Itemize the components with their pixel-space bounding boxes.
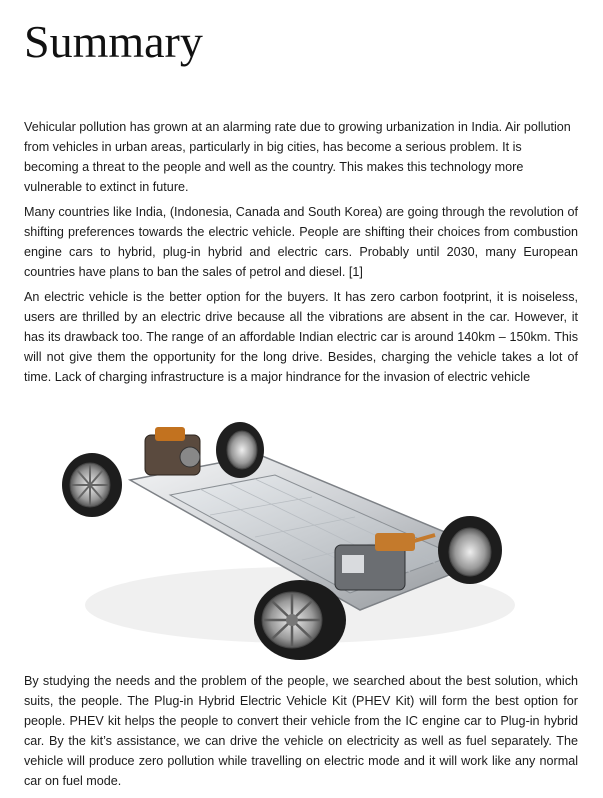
wheel-front-left-shape [62, 453, 122, 517]
paragraph-phev-kit: By studying the needs and the problem of the people, we searched about the best solution, which suits, the people. The Plug-in Hybrid Electric Vehicle Kit (PHEV Kit) will form the best option for people. PHEV kit helps the people to convert their vehicle from the IC engine car to Plug-in hybrid car. By the kit’s assistance, we can drive the vehicle on electricity as well as fuel separately. The vehicle will produce zero pollution while travelling on electric mode and it will work like any normal car on fuel mode. [24, 674, 578, 788]
wheel-rear-left-shape [216, 422, 264, 478]
wheel-front-right-shape [254, 580, 346, 660]
page-title: Summary [24, 16, 203, 67]
ev-chassis-illustration [50, 405, 530, 670]
front-motor-shape [145, 427, 200, 475]
paragraph-electric-vehicle: An electric vehicle is the better option for the buyers. It has zero carbon footprint, it is noiseless, users are thrilled by an electric drive because all the vibrations are absent in the car. However, it has its drawback too. The range of an affordable Indian electric car is around 140km – 150km. This will not give them the opportunity for the long drive. Besides, charging the vehicle takes a lot of time. Lack of charging infrastructure is a major hindrance for the invasion of electric vehicle [24, 290, 578, 384]
paragraph-countries: Many countries like India, (Indonesia, Canada and South Korea) are going through the revolution of shifting preferences towards the electric vehicle. People are shifting their choices from combustion engine cars to hybrid, plug-in hybrid and electric cars. Probably until 2030, many European countries have plans to ban the sales of petrol and diesel. [1] [24, 205, 578, 279]
paragraph-pollution: Vehicular pollution has grown at an alarming rate due to growing urbanization in India. Air pollution from vehicles in urban areas, particularly in big cities, has become a serious problem. It is becoming a threat to the people and well as the country. This makes this technology more vulnerable to extinct in future. [24, 120, 571, 194]
wheel-rear-right-shape [438, 516, 502, 584]
